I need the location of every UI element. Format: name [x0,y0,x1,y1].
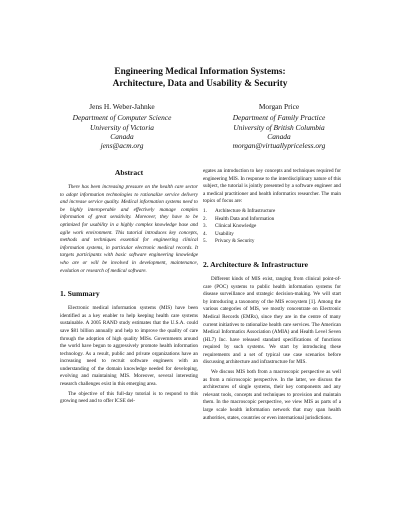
author-department: Department of Family Practice [232,113,326,123]
author-block-2 [199,102,359,150]
summary-paragraph-2-continued: egates an introduction to key concepts and techniques required for engineering MIS. In response to the interdisciplinary nature of this subject, the tutorial is jointly presented by a software engineer and a medical practitioner and health informatics researcher. The main topics of focus are: [203,168,341,205]
list-item: 5. Privacy & Security [203,238,255,245]
topics-list [203,208,341,246]
architecture-paragraph-1: Different kinds of MIS exist, ranging from clinical point-of-care (POC) systems to public health information systems for disease surveillance and strategic decision-making. We will start by introducing a taxonomy of the MIS ecosystem [1]. Among the various categories of MIS, we mostly concentrate on Electronic Medical Records (EMRs), since they are in the centre of many current initiatives to rationalize health care services. The American Medical Informatics Association (AMIA) and Health Level Seven (HL7) Inc. have released standard specifications of functions required by such systems. We start by introducing these requirements and a set of typical use case scenarios before discussing architecture and infrastructure for MIS. [203,275,341,366]
list-item: 1. Architecture & Infrastructure [203,207,276,214]
abstract-text: There has been increasing pressure on the health care sector to adopt information technologies to rationalize service delivery and increase service quality. Medical information systems need to be highly interoperable and effectively manage complex information of great sensitivity. Moreover, they have to be optimized for usability in a highly complex knowledge base and agile work environment. This tutorial introduces key concepts, methods and techniques essential for engineering clinical information systems, in particular electronic medical records. It targets participants with basic software engineering knowledge who are or will be involved in development, maintenance, evolution or research of medical software. [60,184,198,274]
author-email: morgan@virtuallypriceless.org [232,141,326,151]
author-block-1 [42,102,202,150]
list-item: 2. Health Data and Information [203,215,275,222]
section-heading-architecture: 2. Architecture & Infrastructure [203,259,309,269]
summary-paragraph-2: The objective of this full-day tutorial is to respond to this growing need and to offer ICSE del- [60,390,198,405]
author-country: Canada [267,131,291,141]
list-item: 3. Clinical Knowledge [203,223,257,230]
author-country: Canada [110,131,134,141]
title-line-1: Engineering Medical Information Systems: [114,67,286,77]
author-department: Department of Computer Science [72,113,172,123]
author-name: Morgan Price [258,102,300,111]
list-item: 4. Usability [203,230,234,237]
author-university: University of British Columbia [233,122,325,132]
author-name: Jens H. Weber-Jahnke [89,102,155,111]
title-line-2: Architecture, Data and Usability & Security [112,79,288,89]
summary-paragraph-1: Electronic medical information systems (MIS) have been identified as a key enabler to help keeping health care systems sustainable. A 2005 RAND study estimates that the U.S.A. could save $81 billion annually and help to improve the quality of care through the adoption of high quality MISs. Governments around the world have begun to aggressively promote health information technology. As a result, public and private organizations have an increasing need to recruit software engineers with an understanding of the domain knowledge needed for developing, evolving and maintaining MIS. Moreover, several interesting research challenges exist in this emerging area. [60,305,198,388]
architecture-paragraph-2: We discuss MIS both from a macroscopic perspective as well as from a microscopic perspective. In the latter, we discuss the architectures of single systems, their key components and any relevant tools, concepts and techniques to provision and maintain them. In the macroscopic perspective, we view MIS as parts of a large scale health information network that may span health authorities, states, countries or even international jurisdictions. [203,369,341,421]
author-university: University of Victoria [90,122,154,132]
author-email: jens@acm.org [100,141,144,151]
paper-title [0,66,400,90]
left-column [60,168,198,408]
abstract-heading: Abstract [114,168,144,177]
right-column [203,168,341,424]
section-heading-summary: 1. Summary [60,289,100,299]
